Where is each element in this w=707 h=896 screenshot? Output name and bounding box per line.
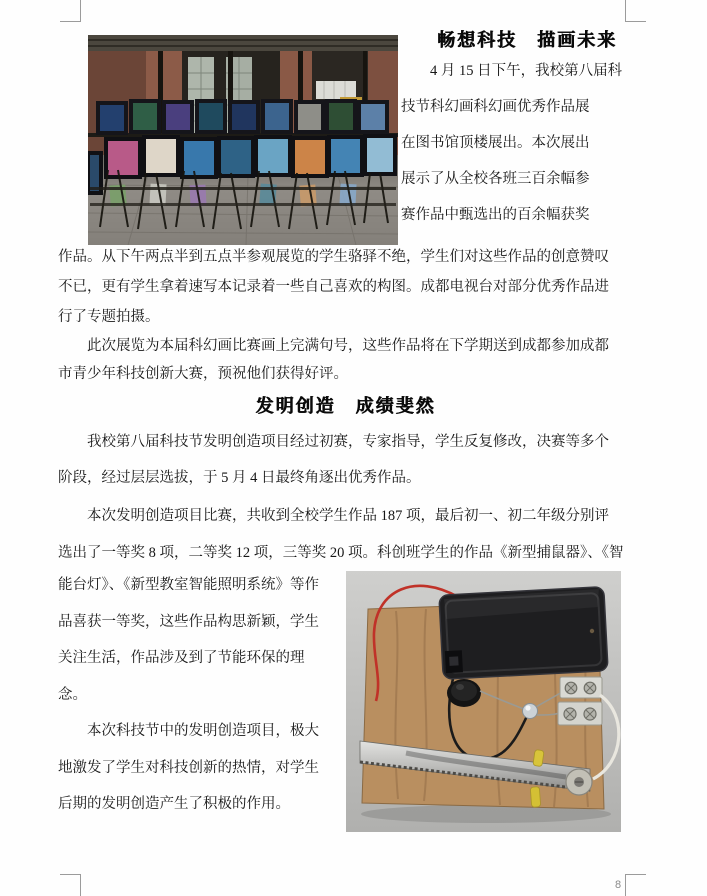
text-line: 展示了从全校各班三百余幅参: [401, 171, 590, 187]
section2-left-column: [58, 567, 343, 823]
text-line: 市青少年科技创新大赛，预祝他们获得好评。: [58, 366, 348, 382]
text-line: 地激发了学生对科技创新的热情，对学生: [58, 759, 319, 776]
text-line: 在图书馆顶楼展出。本次展出: [401, 135, 590, 151]
section1-title: 畅想科技 描画未来: [437, 30, 617, 50]
yellow-peg-bottom: [530, 787, 540, 808]
text-line: 此次展览为本届科幻画比赛画上完满句号，这些作品将在下学期送到成都参加成都: [58, 338, 609, 354]
text-line: 4 月 15 日下午，我校第八届科: [401, 63, 623, 79]
text-line: 关注生活，作品涉及到了节能环保的理: [58, 650, 305, 666]
text-line: 我校第八届科技节发明创造项目经过初赛，专家指导，学生反复修改，决赛等多个: [58, 434, 609, 450]
yellow-peg-top: [533, 750, 544, 767]
crop-mark-bottom-right: [625, 874, 646, 896]
text-line: 本次科技节中的发明创造项目，极大: [58, 723, 319, 739]
text-line: 念。: [58, 686, 87, 703]
text-line: 技节科幻画科幻画优秀作品展: [401, 99, 590, 115]
invention-photo-graphic: [346, 571, 621, 832]
page-number: 8: [615, 879, 622, 891]
section1-paragraph2: [58, 332, 628, 388]
buzzer: [447, 679, 481, 707]
section2-paragraph1: [58, 424, 628, 496]
washer-screw: [566, 769, 592, 795]
battery-holder: [439, 587, 608, 680]
exhibition-photo: [88, 35, 398, 245]
text-line: 能台灯》、《新型教室智能照明系统》等作: [58, 577, 319, 593]
crop-mark-top-right: [625, 0, 646, 22]
text-line: 品喜获一等奖，这些作品构思新颖，学生: [58, 613, 319, 630]
section1-paragraph1: [58, 242, 628, 332]
text-line: 赛作品中甄选出的百余幅获奖: [401, 207, 590, 223]
section2-title: 发明创造 成绩斐然: [255, 396, 436, 416]
exhibition-photo-graphic: [88, 35, 398, 245]
invention-photo: [346, 571, 621, 832]
text-line: 作品。从下午两点半到五点半参观展览的学生骆驿不绝，学生们对这些作品的创意赞叹: [58, 249, 609, 265]
text-line: 选出了一等奖 8 项，二等奖 12 项，三等奖 20 项。科创班学生的作品《新型捕鼠器》、《智: [58, 545, 624, 561]
text-line: 阶段，经过层层选拔，于 5 月 4 日最终角逐出优秀作品。: [58, 470, 421, 486]
crop-mark-top-left: [60, 0, 81, 22]
framed-paintings-back-row: [98, 101, 387, 133]
led: [523, 704, 538, 719]
crop-mark-bottom-left: [60, 874, 81, 896]
board-screw: [590, 629, 594, 633]
city-backdrop: [316, 81, 356, 99]
section1-right-column: [401, 53, 627, 233]
section2-paragraph2: [58, 498, 628, 572]
text-line: 不已，更有学生拿着速写本记录着一些自己喜欢的构图。成都电视台对部分优秀作品进: [58, 279, 609, 295]
text-line: 本次发明创造项目比赛，共收到全校学生作品 187 项，最后初一、初二年级分别评: [58, 508, 609, 524]
text-line: 行了专题拍摄。: [58, 309, 160, 325]
text-line: 后期的发明创造产生了积极的作用。: [58, 796, 290, 812]
